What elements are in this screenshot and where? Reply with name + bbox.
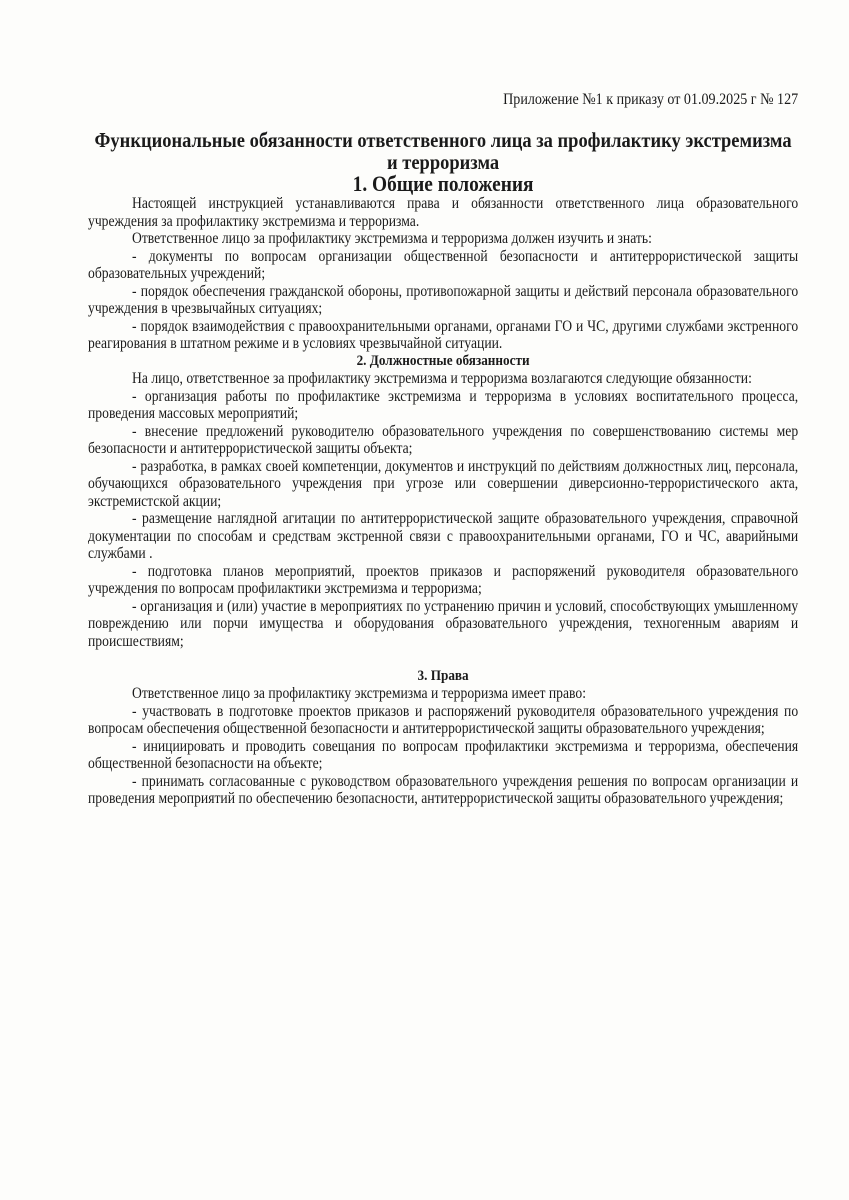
paragraph: На лицо, ответственное за профилактику экстремизма и терроризма возлагаются следующие обязанности: bbox=[132, 370, 752, 387]
section-heading-duties: 2. Должностные обязанности bbox=[356, 352, 530, 369]
paragraph: Настоящей инструкцией устанавливаются права и обязанности ответственного лица образовательного учреждения за профилактику экстремизма и терроризма. bbox=[88, 195, 799, 230]
section-heading-general: 1. Общие положения bbox=[352, 171, 534, 196]
list-item: - порядок взаимодействия с правоохранительными органами, органами ГО и ЧС, другими службами экстренного реагирования в штатном режиме и в условиях чрезвычайной ситуации. bbox=[88, 317, 799, 352]
list-item: - принимать согласованные с руководством образовательного учреждения решения по вопросам организации и проведения мероприятий по обеспечению безопасности, антитеррористической защиты образовательного учреждения; bbox=[88, 772, 799, 807]
list-item: - подготовка планов мероприятий, проектов приказов и распоряжений руководителя образовательного учреждения по вопросам профилактики экстремизма и терроризма; bbox=[88, 562, 799, 597]
section-heading-rights: 3. Права bbox=[417, 667, 469, 684]
list-item: - разработка, в рамках своей компетенции, документов и инструкций по действиям должностных лиц, персонала, обучающихся образовательного учреждения при угрозе или совершении диверсионно-террористического акта, экстремистской акции; bbox=[88, 457, 799, 510]
paragraph: Ответственное лицо за профилактику экстремизма и терроризма имеет право: bbox=[132, 685, 586, 702]
list-item: - организация и (или) участие в мероприятиях по устранению причин и условий, способствующих умышленному повреждению или порчи имущества и оборудования образовательного учреждения, техногенным авариям и происшествиям; bbox=[88, 597, 799, 650]
list-item: - инициировать и проводить совещания по вопросам профилактики экстремизма и терроризма, обеспечения общественной безопасности на объекте; bbox=[88, 737, 799, 772]
list-item: - размещение наглядной агитации по антитеррористической защите образовательного учреждения, справочной документации по способам и средствам экстренной связи с правоохранительными органами, ГО и ЧС, аварийными службами . bbox=[88, 510, 799, 562]
list-item: - порядок обеспечения гражданской обороны, противопожарной защиты и действий персонала образовательного учреждения в чрезвычайных ситуациях; bbox=[88, 282, 799, 317]
paragraph: Ответственное лицо за профилактику экстремизма и терроризма должен изучить и знать: bbox=[132, 230, 652, 247]
document-title: Функциональные обязанности ответственного лица за профилактику экстремизма и терроризма bbox=[94, 128, 792, 174]
annex-reference: Приложение №1 к приказу от 01.09.2025 г № 127 bbox=[503, 91, 799, 108]
list-item: - документы по вопросам организации общественной безопасности и антитеррористической защиты образовательных учреждений; bbox=[88, 247, 799, 282]
document-page bbox=[88, 90, 798, 808]
list-item: - внесение предложений руководителю образовательного учреждения по совершенствованию системы мер безопасности и антитеррористической защиты объекта; bbox=[88, 422, 799, 457]
list-item: - участвовать в подготовке проектов приказов и распоряжений руководителя образовательного учреждения по вопросам обеспечения общественной безопасности и антитеррористической защиты образовательного учреждения; bbox=[88, 702, 799, 737]
list-item: - организация работы по профилактике экстремизма и терроризма в условиях воспитательного процесса, проведения массовых мероприятий; bbox=[88, 387, 799, 422]
